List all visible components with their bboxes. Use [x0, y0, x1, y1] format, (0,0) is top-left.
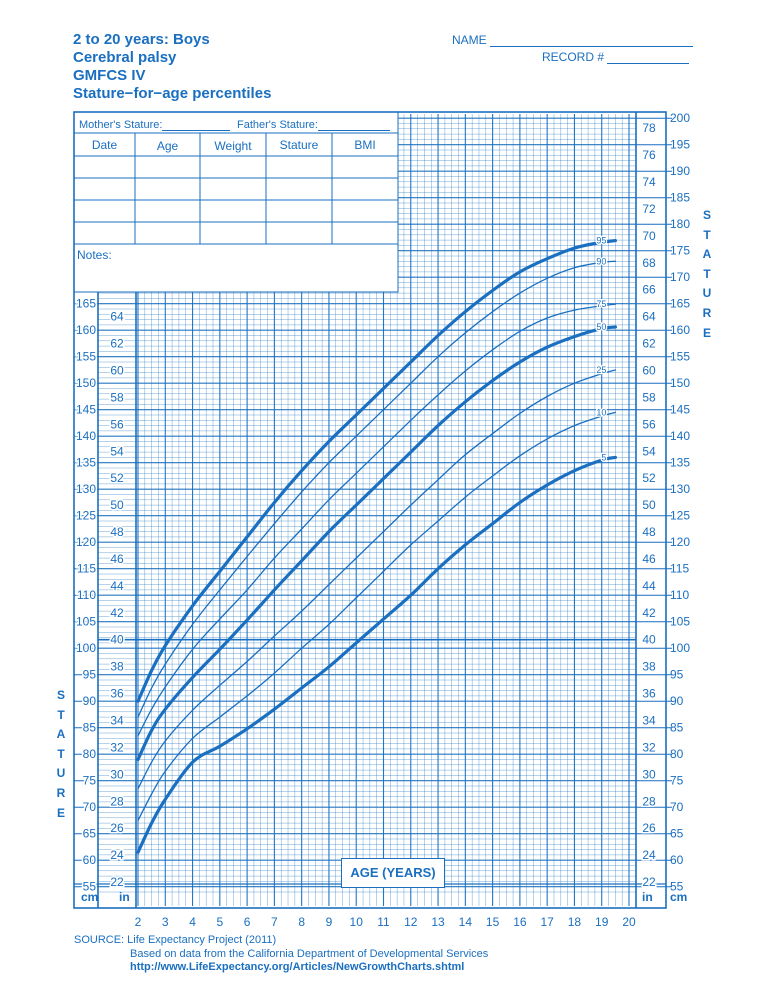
age-tick-label: 11 — [377, 915, 390, 929]
stature-letter: T — [57, 746, 65, 761]
age-tick-label: 9 — [325, 915, 333, 929]
in-tick-label-right: 74 — [642, 175, 656, 190]
cm-tick-label-left: 145 — [75, 402, 96, 417]
name-label: NAME — [452, 33, 487, 47]
in-tick-label-right: 54 — [642, 444, 656, 459]
cm-tick-label-left: 90 — [82, 694, 96, 709]
cm-tick-label-right: 80 — [670, 747, 684, 762]
in-tick-label-left: 24 — [110, 848, 124, 863]
in-tick-label-right: 40 — [642, 632, 656, 647]
percentile-label-90: 90 — [596, 256, 607, 267]
father-stature-line[interactable] — [318, 120, 390, 131]
in-tick-label-left: 64 — [110, 309, 124, 324]
in-tick-label-right: 32 — [642, 740, 656, 755]
percentile-label-5: 5 — [601, 452, 607, 463]
cm-tick-label-left: 105 — [75, 614, 96, 629]
in-tick-label-right: 58 — [642, 390, 656, 405]
cm-tick-label-left: 150 — [75, 376, 96, 391]
in-tick-label-left: 42 — [110, 605, 124, 620]
cm-tick-label-right: 85 — [670, 720, 684, 735]
unit-in-right: in — [642, 890, 653, 904]
cm-tick-label-right: 95 — [670, 667, 684, 682]
cm-tick-label-left: 165 — [75, 296, 96, 311]
cm-tick-label-left: 110 — [76, 588, 96, 603]
in-tick-label-left: 54 — [110, 444, 124, 459]
percentile-label-25: 25 — [596, 364, 607, 375]
in-tick-label-left: 22 — [110, 875, 124, 890]
mother-stature-label: Mother's Stature: — [79, 119, 163, 131]
cm-tick-label-left: 75 — [82, 773, 96, 788]
cm-tick-label-left: 120 — [75, 535, 96, 550]
age-tick-label: 3 — [161, 915, 169, 929]
stature-letter: A — [702, 247, 712, 262]
cm-tick-label-right: 180 — [670, 217, 691, 232]
cm-tick-label-right: 150 — [670, 376, 691, 391]
in-tick-label-right: 26 — [642, 821, 656, 836]
cm-tick-label-left: 160 — [75, 323, 96, 338]
in-tick-label-left: 50 — [110, 498, 124, 513]
stature-letter: S — [702, 208, 711, 222]
father-stature-field[interactable] — [237, 119, 390, 131]
cm-tick-label-left: 85 — [82, 720, 96, 735]
age-tick-label: 5 — [216, 915, 224, 929]
in-tick-label-right: 66 — [642, 282, 656, 297]
cm-tick-label-right: 125 — [670, 508, 691, 523]
in-tick-label-left: 52 — [110, 471, 124, 486]
father-stature-label: Father's Stature: — [237, 119, 318, 131]
cm-tick-label-right: 130 — [670, 482, 691, 497]
in-tick-label-right: 42 — [642, 605, 656, 620]
cm-tick-label-right: 160 — [670, 323, 691, 338]
in-tick-label-left: 48 — [110, 525, 124, 540]
stature-letter: U — [702, 286, 712, 301]
in-tick-label-left: 34 — [110, 713, 124, 728]
cm-tick-label-left: 95 — [82, 667, 96, 682]
stature-label-right — [700, 206, 714, 343]
source-link[interactable]: http://www.LifeExpectancy.org/Articles/NewGrowthCharts.shtml — [130, 961, 465, 973]
in-tick-label-left: 38 — [110, 659, 124, 674]
cm-tick-label-right: 200 — [670, 111, 691, 126]
percentile-label-10: 10 — [596, 407, 607, 418]
in-tick-label-right: 48 — [642, 525, 656, 540]
cm-tick-label-left: 70 — [82, 800, 96, 815]
cm-tick-label-right: 70 — [670, 800, 684, 815]
col-stature: Stature — [279, 138, 319, 152]
in-tick-label-left: 40 — [110, 632, 124, 647]
cm-tick-label-left: 125 — [75, 508, 96, 523]
in-tick-label-right: 64 — [642, 309, 656, 324]
age-tick-label: 12 — [404, 915, 418, 929]
col-bmi: BMI — [354, 138, 376, 152]
in-tick-label-left: 36 — [110, 686, 124, 701]
cm-tick-label-right: 100 — [670, 641, 691, 656]
in-tick-label-left: 60 — [110, 363, 124, 378]
in-tick-label-right: 60 — [642, 363, 656, 378]
in-tick-label-left: 44 — [110, 578, 124, 593]
stature-letter: U — [56, 766, 66, 781]
age-axis-label: AGE (YEARS) — [341, 858, 445, 888]
cm-tick-label-right: 175 — [670, 243, 691, 258]
age-tick-label: 17 — [540, 915, 554, 929]
title-line-1: 2 to 20 years: Boys — [73, 31, 210, 48]
age-tick-label: 14 — [458, 915, 473, 929]
cm-tick-label-right: 90 — [670, 694, 684, 709]
in-tick-label-right: 50 — [642, 498, 656, 513]
cm-tick-label-right: 140 — [670, 429, 691, 444]
col-age: Age — [156, 139, 179, 153]
in-tick-label-right: 76 — [642, 148, 656, 163]
age-tick-label: 15 — [485, 915, 500, 929]
name-input-line[interactable] — [490, 34, 693, 47]
cm-tick-label-left: 140 — [75, 429, 96, 444]
cm-tick-label-right: 120 — [670, 535, 691, 550]
in-tick-label-right: 28 — [642, 794, 656, 809]
age-tick-label: 20 — [622, 915, 636, 929]
in-tick-label-right: 34 — [642, 713, 656, 728]
cm-tick-label-right: 105 — [670, 614, 691, 629]
notes-label: Notes: — [77, 248, 112, 262]
stature-letter: E — [702, 325, 711, 340]
in-tick-label-right: 24 — [642, 848, 656, 863]
cm-tick-label-left: 135 — [75, 455, 96, 470]
record-label: RECORD # — [542, 50, 605, 64]
in-tick-label-right: 46 — [642, 551, 656, 566]
cm-tick-label-right: 185 — [670, 190, 691, 205]
in-tick-label-left: 26 — [110, 821, 124, 836]
cm-tick-label-left: 65 — [82, 826, 96, 841]
cm-tick-label-right: 190 — [670, 164, 691, 179]
cm-tick-label-left: 55 — [82, 879, 96, 894]
cm-tick-label-right: 110 — [670, 588, 690, 603]
age-tick-label: 10 — [349, 915, 363, 929]
cm-tick-label-right: 145 — [670, 402, 691, 417]
cm-tick-label-right: 155 — [670, 349, 691, 364]
cm-tick-label-left: 130 — [75, 482, 96, 497]
unit-cm-right: cm — [670, 890, 688, 904]
in-tick-label-right: 56 — [642, 417, 656, 432]
in-tick-label-right: 70 — [642, 228, 656, 243]
stature-letter: T — [703, 266, 711, 281]
in-tick-label-left: 30 — [110, 767, 124, 782]
mother-stature-field[interactable] — [79, 119, 230, 131]
age-tick-label: 7 — [271, 915, 278, 929]
age-tick-label: 2 — [134, 915, 142, 929]
age-tick-label: 6 — [243, 915, 251, 929]
in-tick-label-right: 30 — [642, 767, 656, 782]
age-tick-label: 16 — [513, 915, 527, 929]
title-line-3: GMFCS IV — [73, 67, 146, 84]
in-tick-label-left: 28 — [110, 794, 124, 809]
age-tick-label: 18 — [567, 915, 582, 929]
record-input-line[interactable] — [607, 51, 689, 64]
in-tick-label-right: 38 — [642, 659, 656, 674]
cm-tick-label-right: 60 — [670, 853, 684, 868]
source-line-2: Based on data from the California Department of Developmental Services — [130, 948, 489, 960]
age-tick-label: 4 — [189, 915, 196, 929]
cm-tick-label-right: 170 — [670, 270, 691, 285]
cm-tick-label-left: 80 — [82, 747, 96, 762]
in-tick-label-right: 22 — [642, 875, 656, 890]
unit-in-left: in — [119, 890, 130, 904]
percentile-label-95: 95 — [596, 235, 607, 246]
cm-tick-label-left: 100 — [75, 641, 96, 656]
cm-tick-label-left: 155 — [75, 349, 96, 364]
in-tick-label-left: 32 — [110, 740, 124, 755]
cm-tick-label-left: 60 — [82, 853, 96, 868]
cm-tick-label-left: 115 — [76, 561, 96, 576]
stature-letter: A — [56, 727, 66, 742]
record-field[interactable] — [542, 50, 689, 64]
col-weight: Weight — [214, 139, 252, 153]
stature-letter: R — [56, 785, 66, 800]
age-tick-label: 8 — [298, 915, 306, 929]
in-tick-label-left: 46 — [110, 551, 124, 566]
col-date: Date — [91, 138, 118, 152]
in-tick-label-right: 68 — [642, 255, 656, 270]
in-tick-label-right: 52 — [642, 471, 656, 486]
in-tick-label-right: 78 — [642, 121, 656, 136]
cm-tick-label-right: 75 — [670, 773, 684, 788]
cm-tick-label-right: 115 — [670, 561, 690, 576]
cm-tick-label-right: 165 — [670, 296, 691, 311]
stature-letter: S — [56, 688, 65, 702]
percentile-label-75: 75 — [596, 299, 607, 310]
mother-stature-line[interactable] — [162, 120, 230, 131]
stature-letter: T — [57, 707, 65, 722]
in-tick-label-left: 62 — [110, 336, 124, 351]
in-tick-label-left: 58 — [110, 390, 124, 405]
cm-tick-label-right: 135 — [670, 455, 691, 470]
in-tick-label-right: 62 — [642, 336, 656, 351]
percentile-label-50: 50 — [596, 322, 607, 333]
name-field[interactable] — [452, 33, 693, 47]
chart-title: Stature−for−age percentiles — [73, 85, 272, 102]
in-tick-label-right: 36 — [642, 686, 656, 701]
in-tick-label-left: 56 — [110, 417, 124, 432]
cm-tick-label-right: 55 — [670, 879, 684, 894]
stature-letter: T — [703, 227, 711, 242]
unit-cm-left: cm — [81, 890, 99, 904]
stature-label-left — [54, 686, 68, 823]
in-tick-label-right: 44 — [642, 578, 656, 593]
age-tick-label: 19 — [595, 915, 609, 929]
source-line-1: SOURCE: Life Expectancy Project (2011) — [74, 934, 277, 946]
stature-letter: E — [56, 805, 65, 820]
title-line-2: Cerebral palsy — [73, 49, 177, 66]
age-tick-label: 13 — [431, 915, 445, 929]
cm-tick-label-right: 195 — [670, 137, 691, 152]
in-tick-label-right: 72 — [642, 201, 656, 216]
cm-tick-label-right: 65 — [670, 826, 684, 841]
stature-letter: R — [702, 305, 712, 320]
